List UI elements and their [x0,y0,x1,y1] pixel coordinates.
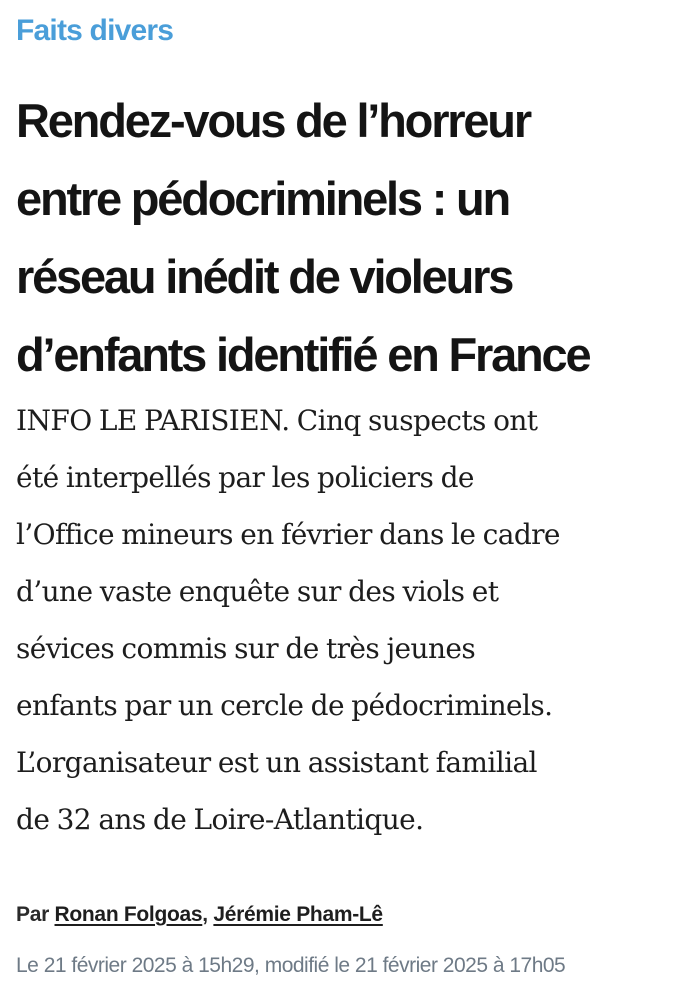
category-link[interactable]: Faits divers [16,14,174,47]
standfirst-line: l’Office mineurs en février dans le cadre [16,518,560,551]
article-byline [16,903,383,927]
article-headline [16,82,688,394]
headline-line: réseau inédit de violeurs [16,250,513,303]
author-link-ronan-folgoas[interactable]: Ronan Folgoas [54,903,203,926]
standfirst-line: été interpellés par les policiers de [16,461,474,494]
publication-dates: Le 21 février 2025 à 15h29, modifié le 21 février 2025 à 17h05 [16,954,566,977]
headline-line: entre pédocriminels : un [16,172,510,225]
author-link-jeremie-pham-le[interactable]: Jérémie Pham-Lê [213,903,383,926]
standfirst-line: sévices commis sur de très jeunes [16,632,476,665]
byline-prefix: Par [16,903,49,926]
standfirst-line: L’organisateur est un assistant familial [16,746,537,779]
headline-line: Rendez-vous de l’horreur [16,94,530,147]
standfirst-line: enfants par un cercle de pédocriminels. [16,689,553,722]
standfirst-line: de 32 ans de Loire-Atlantique. [16,803,424,836]
article-standfirst [16,392,696,848]
standfirst-line: INFO LE PARISIEN. Cinq suspects ont [16,404,538,437]
headline-line: d’enfants identifié en France [16,328,590,381]
byline-separator: , [202,903,208,926]
standfirst-line: d’une vaste enquête sur des viols et [16,575,499,608]
